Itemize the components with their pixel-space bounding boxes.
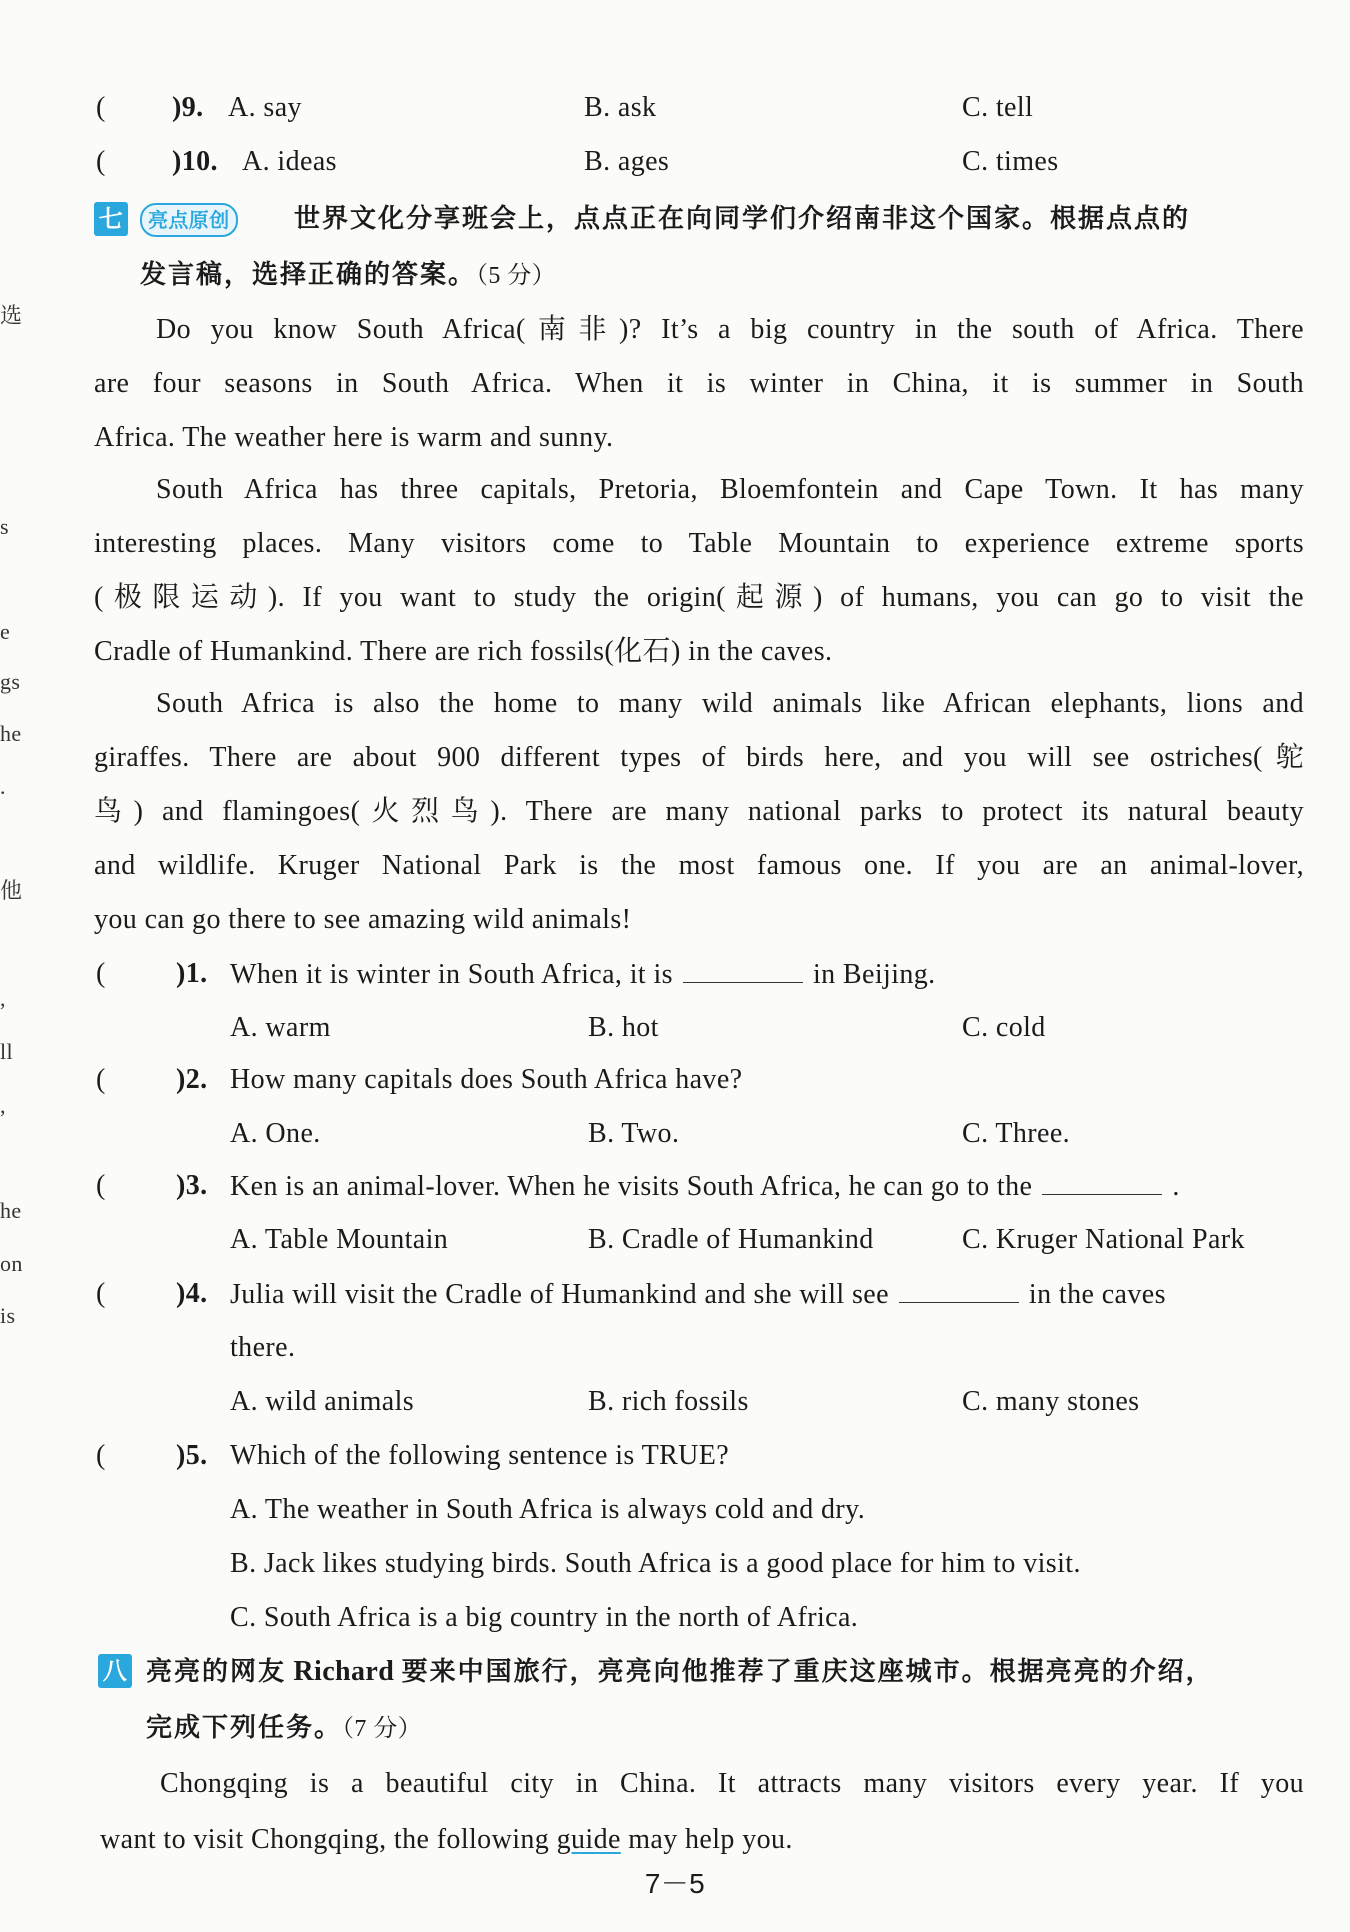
passage-line: Do you know South Africa(南非)? It’s a big country in the south of Africa. There: [156, 314, 1304, 345]
answer-blank[interactable]: (: [96, 1064, 106, 1095]
section-7-instruction-cont: 发言稿，选择正确的答案。（5 分）: [140, 260, 557, 290]
question-stem: When it is winter in South Africa, it is in Beijing.: [230, 956, 936, 993]
edge-fragment: 选: [0, 303, 23, 328]
question-number: )5.: [176, 1440, 208, 1471]
option-a: A. say: [228, 92, 302, 123]
option-a: A. wild animals: [230, 1386, 415, 1417]
edge-fragment: is: [0, 1303, 16, 1328]
question-number: )2.: [176, 1064, 208, 1095]
option-b: B. ages: [584, 146, 670, 177]
option-c: C. tell: [962, 92, 1034, 123]
question-number: )3.: [176, 1170, 208, 1201]
option-c: C. South Africa is a big country in the north of Africa.: [230, 1602, 859, 1633]
question-number: )1.: [176, 958, 208, 989]
question-stem: Ken is an animal-lover. When he visits South Africa, he can go to the .: [230, 1168, 1180, 1205]
option-a: A. warm: [230, 1012, 331, 1043]
edge-fragment: ,: [0, 986, 6, 1011]
edge-fragment: 他: [0, 878, 23, 903]
edge-fragment: s: [0, 514, 9, 539]
passage-line: and wildlife. Kruger National Park is the most famous one. If you are an animal-lover,: [94, 850, 1304, 881]
option-c: C. Three.: [962, 1118, 1071, 1149]
option-a: A. ideas: [242, 146, 337, 177]
question-stem: Which of the following sentence is TRUE?: [230, 1440, 730, 1471]
option-b: B. Two.: [588, 1118, 680, 1149]
passage-line: South Africa has three capitals, Pretoria, Bloemfontein and Cape Town. It has many: [156, 474, 1304, 505]
fill-blank: [683, 956, 803, 983]
option-b: B. hot: [588, 1012, 659, 1043]
page-number: 7－5: [644, 1868, 706, 1899]
answer-blank[interactable]: (: [96, 1170, 106, 1201]
passage-line: are four seasons in South Africa. When it is winter in China, it is summer in South: [94, 368, 1304, 399]
section-8-instruction: 亮亮的网友 Richard 要来中国旅行，亮亮向他推荐了重庆这座城市。根据亮亮的介绍，: [146, 1656, 1214, 1687]
question-stem-cont: there.: [230, 1332, 296, 1363]
passage-line: (极限运动). If you want to study the origin(起源) of humans, you can go to visit the: [94, 582, 1304, 613]
edge-fragment: on: [0, 1251, 23, 1276]
answer-blank[interactable]: (: [96, 1278, 106, 1309]
passage-line: South Africa is also the home to many wild animals like African elephants, lions and: [156, 688, 1304, 719]
option-b: B. rich fossils: [588, 1386, 749, 1417]
question-number: )10.: [172, 146, 218, 177]
edge-fragment: gs: [0, 669, 21, 694]
edge-fragment: e: [0, 619, 11, 644]
passage-line: want to visit Chongqing, the following guide may help you.: [100, 1824, 793, 1855]
option-b: B. Cradle of Humankind: [588, 1224, 874, 1255]
answer-blank[interactable]: (: [96, 958, 106, 989]
passage-line: 鸟) and flamingoes(火烈鸟). There are many national parks to protect its natural beauty: [94, 796, 1304, 827]
guide-word: guide: [556, 1824, 621, 1855]
answer-blank[interactable]: (: [96, 146, 106, 177]
question-stem: Julia will visit the Cradle of Humankind and she will see in the caves: [230, 1276, 1166, 1313]
option-c: C. many stones: [962, 1386, 1140, 1417]
option-b: B. ask: [584, 92, 657, 123]
passage-line: Cradle of Humankind. There are rich fossils(化石) in the caves.: [94, 636, 833, 667]
passage-line: Africa. The weather here is warm and sunny.: [94, 422, 614, 453]
edge-fragment: ll: [0, 1039, 14, 1064]
option-b: B. Jack likes studying birds. South Africa is a good place for him to visit.: [230, 1548, 1081, 1579]
edge-fragment: .: [0, 774, 6, 799]
edge-fragment: he: [0, 721, 22, 746]
passage-line: giraffes. There are about 900 different types of birds here, and you will see ostriches(鸵: [94, 742, 1304, 773]
option-a: A. The weather in South Africa is always cold and dry.: [230, 1494, 866, 1525]
question-number: )9.: [172, 92, 204, 123]
question-number: )4.: [176, 1278, 208, 1309]
section-7-instruction: 世界文化分享班会上，点点正在向同学们介绍南非这个国家。根据点点的: [294, 204, 1191, 234]
section-8-instruction-cont: 完成下列任务。（7 分）: [146, 1713, 423, 1743]
section-8-mark: 八: [98, 1654, 132, 1688]
edge-fragment: ,: [0, 1093, 6, 1118]
option-c: C. Kruger National Park: [962, 1224, 1245, 1255]
option-a: A. One.: [230, 1118, 321, 1149]
section-7-mark: 七: [94, 202, 128, 236]
question-stem: How many capitals does South Africa have?: [230, 1064, 743, 1095]
option-c: C. cold: [962, 1012, 1046, 1043]
answer-blank[interactable]: (: [96, 92, 106, 123]
option-a: A. Table Mountain: [230, 1224, 449, 1255]
highlight-original-badge: 亮点原创: [140, 203, 238, 237]
answer-blank[interactable]: (: [96, 1440, 106, 1471]
fill-blank: [899, 1276, 1019, 1303]
passage-line: Chongqing is a beautiful city in China. It attracts many visitors every year. If you: [160, 1768, 1304, 1799]
passage-line: interesting places. Many visitors come to Table Mountain to experience extreme sports: [94, 528, 1304, 559]
fill-blank: [1042, 1168, 1162, 1195]
edge-fragment: he: [0, 1198, 22, 1223]
option-c: C. times: [962, 146, 1059, 177]
passage-line: you can go there to see amazing wild animals!: [94, 904, 632, 935]
